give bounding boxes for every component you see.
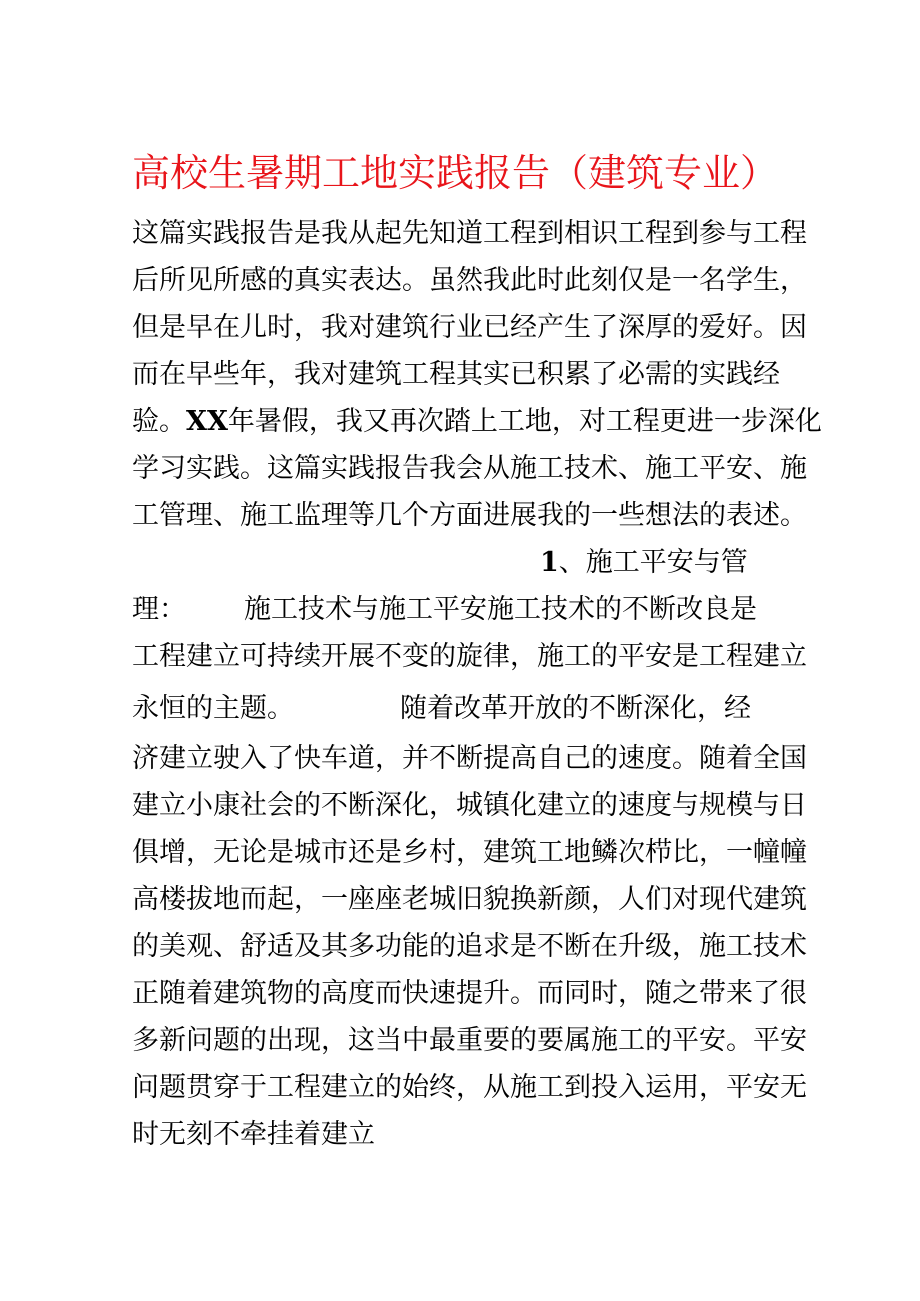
- paragraph-line: [132, 689, 751, 729]
- section-number: 1: [540, 547, 559, 578]
- line-text: 验。: [132, 406, 186, 437]
- line-text: 永恒的主题。: [132, 693, 294, 724]
- paragraph-line: 后所见所感的真实表达。虽然我此时此刻仅是一名学生，: [132, 265, 807, 296]
- paragraph-line: [132, 590, 757, 630]
- paragraph-line: 多新问题的出现，这当中最重要的要属施工的平安。平安: [132, 1025, 807, 1056]
- paragraph-line: 但是早在儿时，我对建筑行业已经产生了深厚的爱好。因: [132, 312, 807, 343]
- line-text: 施工技术与施工平安施工技术的不断改良是: [244, 594, 757, 625]
- line-text: 年暑假，我又再次踏上工地，对工程更进一步深化: [227, 406, 822, 437]
- year-placeholder: XX: [186, 406, 228, 437]
- paragraph-line: 正随着建筑物的高度而快速提升。而同时，随之带来了很: [132, 978, 807, 1009]
- paragraph-line: 俱增，无论是城市还是乡村，建筑工地鳞次栉比，一幢幢: [132, 837, 807, 868]
- paragraph-line: 工程建立可持续开展不变的旋律，施工的平安是工程建立: [132, 641, 807, 672]
- paragraph-line: 时无刻不牵挂着建立: [132, 1119, 375, 1150]
- paragraph-line: [132, 402, 822, 442]
- paragraph-line: 这篇实践报告是我从起先知道工程到相识工程到参与工程: [132, 218, 807, 249]
- section-heading-end: 理：: [132, 594, 186, 625]
- section-heading-line: [540, 543, 748, 583]
- paragraph-line: 问题贯穿于工程建立的始终，从施工到投入运用，平安无: [132, 1072, 807, 1103]
- section-heading-text: 、施工平安与管: [558, 547, 748, 578]
- paragraph-line: 济建立驶入了快车道，并不断提高自己的速度。随着全国: [132, 743, 807, 774]
- line-text: 随着改革开放的不断深化，经: [400, 693, 751, 724]
- paragraph-line: 的美观、舒适及其多功能的追求是不断在升级，施工技术: [132, 931, 807, 962]
- paragraph-line: 学习实践。这篇实践报告我会从施工技术、施工平安、施: [132, 453, 807, 484]
- paragraph-line: 而在早些年，我对建筑工程其实已积累了必需的实践经: [132, 359, 780, 390]
- document-title: 高校生暑期工地实践报告（建筑专业）: [132, 151, 779, 195]
- paragraph-line: 工管理、施工监理等几个方面进展我的一些想法的表述。: [132, 500, 807, 531]
- paragraph-line: 建立小康社会的不断深化，城镇化建立的速度与规模与日: [132, 790, 807, 821]
- paragraph-line: 高楼拔地而起，一座座老城旧貌换新颜，人们对现代建筑: [132, 884, 807, 915]
